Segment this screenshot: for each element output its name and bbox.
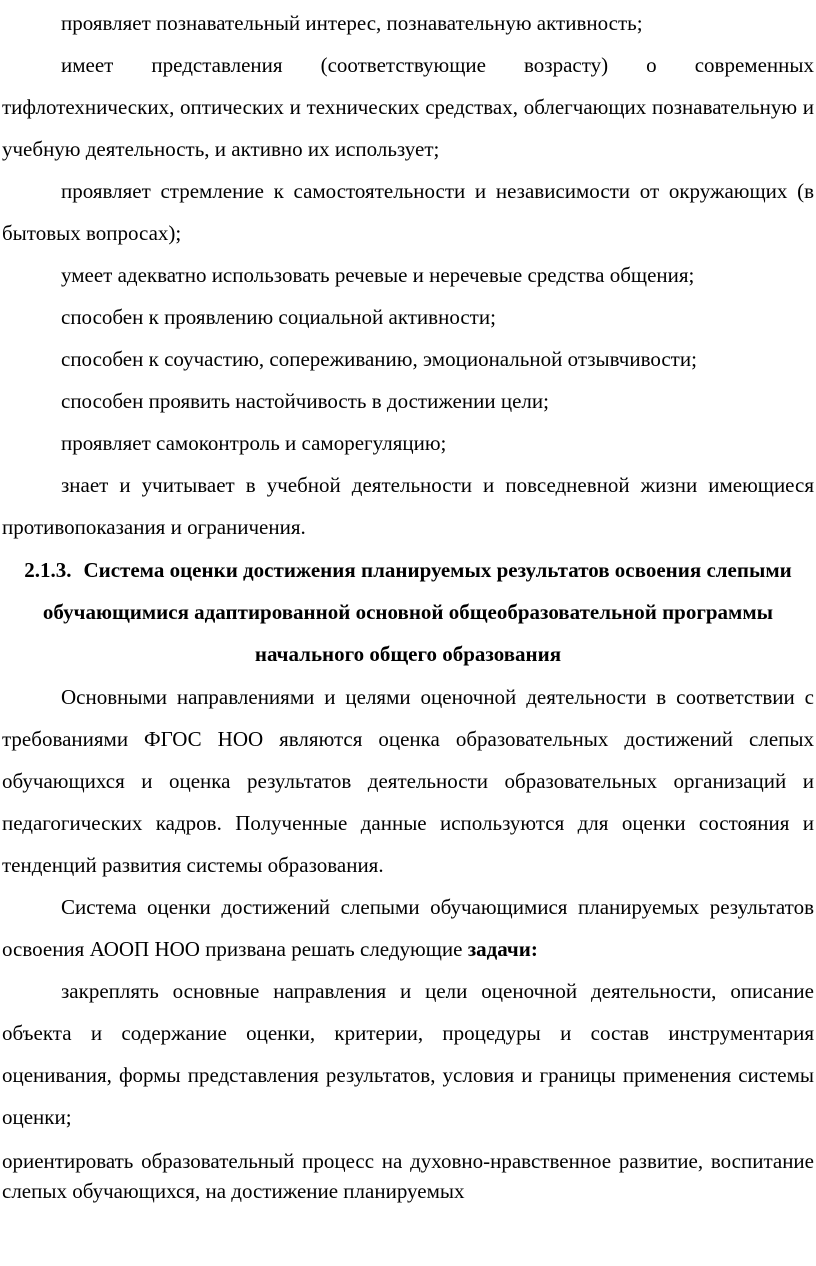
- paragraph-directions: Основными направлениями и целями оценочной деятельности в соответствии с требованиями ФГОС НОО являются оценка образовательных достижений слепых обучающихся и оценка результатов деятельности образовательных организаций и педагогических кадров. Полученные данные используются для оценки состояния и тенденций развития системы образования.: [2, 685, 814, 877]
- list-item-independence: проявляет стремление к самостоятельности и независимости от окружающих (в бытовых вопросах);: [2, 179, 814, 245]
- paragraph-system-tasks-text: Система оценки достижений слепыми обучающимися планируемых результатов освоения АООП НОО призвана решать следующие: [2, 895, 814, 961]
- paragraph-system-tasks: [2, 886, 814, 970]
- list-item-persistence: способен проявить настойчивость в достижении цели;: [61, 389, 549, 413]
- list-item-self-control: проявляет самоконтроль и саморегуляцию;: [61, 431, 447, 455]
- list-item-cognitive-interest: проявляет познавательный интерес, познавательную активность;: [61, 11, 643, 35]
- list-item-consolidate: закреплять основные направления и цели оценочной деятельности, описание объекта и содержание оценки, критерии, процедуры и состав инструментария оценивания, формы представления результатов, условия и границы применения системы оценки;: [2, 979, 814, 1129]
- section-number: 2.1.3.: [24, 558, 72, 582]
- list-item-communication: умеет адекватно использовать речевые и неречевые средства общения;: [61, 263, 695, 287]
- list-item-orient: ориентировать образовательный процесс на духовно-нравственное развитие, воспитание слепых обучающихся, на достижение планируемых: [2, 1149, 814, 1203]
- list-item-contraindications: знает и учитывает в учебной деятельности и повседневной жизни имеющиеся противопоказания и ограничения.: [2, 473, 814, 539]
- list-item-technical-aids: имеет представления (соответствующие возрасту) о современных тифлотехнических, оптических и технических средствах, облегчающих познавательную и учебную деятельность, и активно их использует;: [2, 53, 814, 161]
- section-heading: [2, 549, 814, 675]
- tasks-label: задачи:: [467, 937, 538, 961]
- list-item-social-activity: способен к проявлению социальной активности;: [61, 305, 496, 329]
- section-title: Система оценки достижения планируемых результатов освоения слепыми обучающимися адаптированной основной общеобразовательной программы начального общего образования: [42, 558, 792, 666]
- list-item-empathy: способен к соучастию, сопереживанию, эмоциональной отзывчивости;: [61, 347, 697, 371]
